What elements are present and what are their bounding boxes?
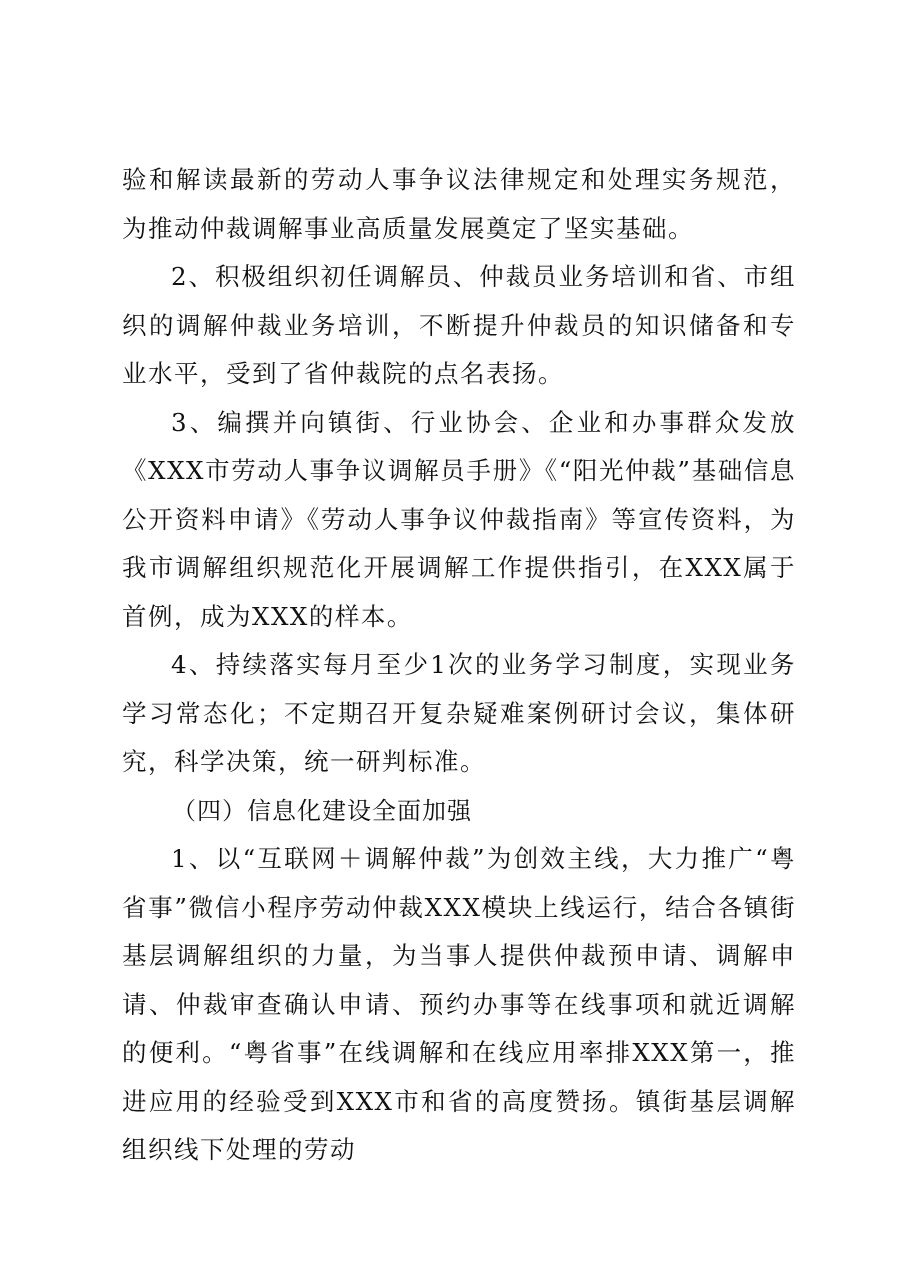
section-heading: （四）信息化建设全面加强 [172, 796, 472, 825]
document-page [122, 156, 796, 1175]
paragraph-item-3: 3、编撰并向镇街、行业协会、企业和办事群众发放《XXX市劳动人事争议调解员手册》《“阳光仲裁”基础信息公开资料申请》《劳动人事争议仲裁指南》等宣传资料，为我市调解组织规范化开展调解工作提供指引，在XXX属于首例，成为XXX的样本。 [122, 407, 796, 631]
paragraph-item-1: 1、以“互联网＋调解仲裁”为创效主线，大力推广“粤省事”微信小程序劳动仲裁XXX模块上线运行，结合各镇街基层调解组织的力量，为当事人提供仲裁预申请、调解申请、仲裁审查确认申请、预约办事等在线事项和就近调解的便利。“粤省事”在线调解和在线应用率排XXX第一，推进应用的经验受到XXX市和省的高度赞扬。镇街基层调解组织线下处理的劳动 [122, 844, 796, 1164]
paragraph-item-4: 4、持续落实每月至少1次的业务学习制度，实现业务学习常态化；不定期召开复杂疑难案例研讨会议，集体研究，科学决策，统一研判标准。 [122, 650, 796, 776]
paragraph-continuation: 验和解读最新的劳动人事争议法律规定和处理实务规范，为推动仲裁调解事业高质量发展奠定了坚实基础。 [122, 165, 796, 243]
paragraph-item-2: 2、积极组织初任调解员、仲裁员业务培训和省、市组织的调解仲裁业务培训，不断提升仲裁员的知识储备和专业水平，受到了省仲裁院的点名表扬。 [122, 262, 796, 388]
